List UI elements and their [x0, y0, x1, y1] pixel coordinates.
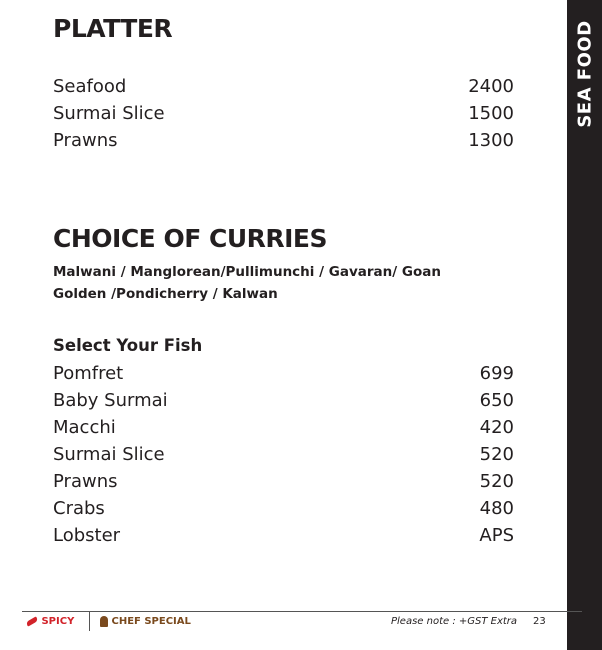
item-price: 520	[479, 444, 514, 465]
item-name: Surmai Slice	[53, 103, 165, 124]
footer-separator	[89, 611, 90, 631]
curry-styles-line2: Golden /Pondicherry / Kalwan	[53, 286, 278, 302]
curry-styles-line1: Malwani / Manglorean/Pullimunchi / Gavaran/ Goan	[53, 264, 441, 280]
section-sidebar	[567, 0, 602, 650]
item-name: Prawns	[53, 130, 118, 151]
curries-title: CHOICE OF CURRIES	[53, 224, 328, 253]
menu-item	[53, 127, 514, 154]
page-number: 23	[533, 616, 546, 627]
chef-special-legend	[100, 614, 191, 630]
item-price: 2400	[468, 76, 514, 97]
item-price: 1500	[468, 103, 514, 124]
item-name: Baby Surmai	[53, 390, 168, 411]
chili-icon	[26, 616, 39, 626]
menu-item	[53, 441, 514, 468]
item-name: Pomfret	[53, 363, 124, 384]
spicy-label: SPICY	[41, 616, 75, 627]
item-name: Lobster	[53, 525, 121, 546]
chef-special-label: CHEF SPECIAL	[111, 616, 191, 627]
footer-divider	[22, 611, 582, 612]
item-name: Macchi	[53, 417, 116, 438]
spicy-legend	[26, 614, 74, 630]
menu-item	[53, 468, 514, 495]
menu-item	[53, 522, 514, 549]
item-price: 699	[479, 363, 514, 384]
item-price: 650	[479, 390, 514, 411]
fish-heading: Select Your Fish	[53, 336, 203, 355]
item-price: 480	[479, 498, 514, 519]
item-price: APS	[479, 525, 514, 546]
item-name: Surmai Slice	[53, 444, 165, 465]
menu-item	[53, 100, 514, 127]
item-name: Seafood	[53, 76, 127, 97]
section-label: SEA FOOD	[574, 20, 595, 128]
menu-item	[53, 414, 514, 441]
item-price: 520	[479, 471, 514, 492]
item-price: 420	[479, 417, 514, 438]
tax-note: Please note : +GST Extra	[391, 616, 518, 627]
menu-item	[53, 387, 514, 414]
menu-item	[53, 73, 514, 100]
platter-title: PLATTER	[53, 14, 173, 43]
menu-item	[53, 495, 514, 522]
menu-item	[53, 360, 514, 387]
item-price: 1300	[468, 130, 514, 151]
item-name: Prawns	[53, 471, 118, 492]
chef-hat-icon	[100, 616, 108, 627]
item-name: Crabs	[53, 498, 105, 519]
